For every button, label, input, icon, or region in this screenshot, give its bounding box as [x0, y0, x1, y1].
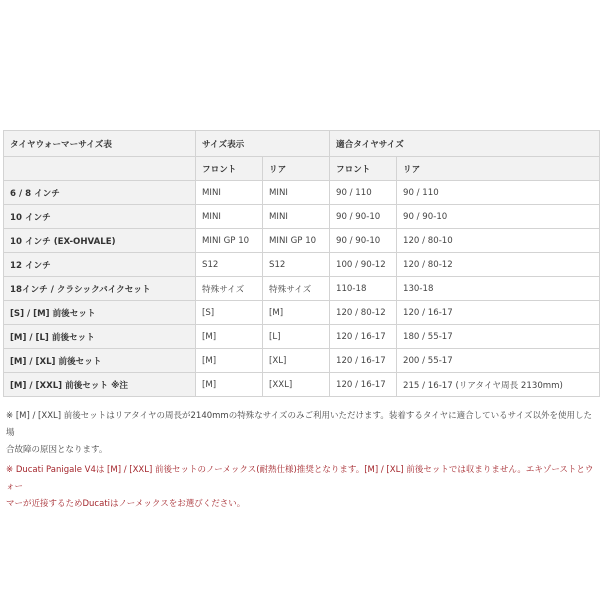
ducati-warning-note [6, 462, 594, 513]
tire-front-cell: 120 / 16-17 [330, 349, 397, 373]
size-display-header: サイズ表示 [196, 131, 330, 157]
size-rear-cell: [M] [263, 301, 330, 325]
tire-front-cell: 90 / 90-10 [330, 205, 397, 229]
table-row [4, 349, 600, 373]
tire-rear-cell: 130-18 [397, 277, 600, 301]
size-rear-header: リア [263, 157, 330, 181]
tire-front-cell: 120 / 80-12 [330, 301, 397, 325]
tire-rear-cell: 200 / 55-17 [397, 349, 600, 373]
size-front-cell: 特殊サイズ [196, 277, 263, 301]
tire-front-header: フロント [330, 157, 397, 181]
size-rear-cell: [XL] [263, 349, 330, 373]
table-row [4, 373, 600, 397]
table-title: タイヤウォーマーサイズ表 [4, 131, 196, 157]
tire-front-cell: 90 / 90-10 [330, 229, 397, 253]
row-label: [M] / [XXL] 前後セット ※注 [4, 373, 196, 397]
tire-rear-header: リア [397, 157, 600, 181]
note-line: ※ Ducati Panigale V4は [M] / [XXL] 前後セットのノーメックス(耐熱仕様)推奨となります。[M] / [XL] 前後セットでは収まりません。エキゾーストとウォー [6, 465, 594, 492]
size-front-cell: [M] [196, 349, 263, 373]
size-rear-cell: MINI [263, 205, 330, 229]
table-subheader-row [4, 157, 600, 181]
size-front-cell: S12 [196, 253, 263, 277]
table-row [4, 277, 600, 301]
tire-front-cell: 110-18 [330, 277, 397, 301]
size-front-cell: MINI [196, 181, 263, 205]
size-front-cell: MINI GP 10 [196, 229, 263, 253]
size-front-header: フロント [196, 157, 263, 181]
row-label: 10 インチ [4, 205, 196, 229]
size-rear-cell: MINI GP 10 [263, 229, 330, 253]
row-label: 10 インチ (EX-OHVALE) [4, 229, 196, 253]
row-label: [M] / [XL] 前後セット [4, 349, 196, 373]
note-line: ※ [M] / [XXL] 前後セットはリアタイヤの周長が2140mmの特殊なサイズのみご利用いただけます。装着するタイヤに適合しているサイズ以外を使用した場 [6, 411, 592, 438]
size-rear-cell: MINI [263, 181, 330, 205]
table-row [4, 229, 600, 253]
compatible-tire-size-header: 適合タイヤサイズ [330, 131, 600, 157]
size-front-cell: MINI [196, 205, 263, 229]
tire-warmer-size-table [3, 130, 600, 397]
tire-front-cell: 120 / 16-17 [330, 373, 397, 397]
tire-rear-cell: 90 / 110 [397, 181, 600, 205]
row-label: 12 インチ [4, 253, 196, 277]
tire-rear-cell: 120 / 80-12 [397, 253, 600, 277]
size-rear-cell: [L] [263, 325, 330, 349]
note-line: マーが近接するためDucatiはノーメックスをお選びください。 [6, 499, 246, 509]
tire-front-cell: 90 / 110 [330, 181, 397, 205]
table-row [4, 205, 600, 229]
size-rear-cell: 特殊サイズ [263, 277, 330, 301]
tire-rear-cell: 180 / 55-17 [397, 325, 600, 349]
table-header-row [4, 131, 600, 157]
row-label: [S] / [M] 前後セット [4, 301, 196, 325]
size-front-cell: [S] [196, 301, 263, 325]
table-row [4, 181, 600, 205]
tire-rear-cell: 120 / 80-10 [397, 229, 600, 253]
xxl-set-note [6, 408, 594, 459]
size-rear-cell: S12 [263, 253, 330, 277]
size-front-cell: [M] [196, 325, 263, 349]
table-row [4, 301, 600, 325]
size-front-cell: [M] [196, 373, 263, 397]
table-row [4, 253, 600, 277]
tire-rear-cell: 90 / 90-10 [397, 205, 600, 229]
tire-front-cell: 120 / 16-17 [330, 325, 397, 349]
row-label: [M] / [L] 前後セット [4, 325, 196, 349]
tire-front-cell: 100 / 90-12 [330, 253, 397, 277]
notes-section [6, 408, 594, 516]
empty-header-cell [4, 157, 196, 181]
row-label: 6 / 8 インチ [4, 181, 196, 205]
row-label: 18インチ / クラシックバイクセット [4, 277, 196, 301]
size-rear-cell: [XXL] [263, 373, 330, 397]
tire-rear-cell: 120 / 16-17 [397, 301, 600, 325]
table-row [4, 325, 600, 349]
tire-rear-cell: 215 / 16-17 (リアタイヤ周長 2130mm) [397, 373, 600, 397]
note-line: 合故障の原因となります。 [6, 445, 108, 455]
